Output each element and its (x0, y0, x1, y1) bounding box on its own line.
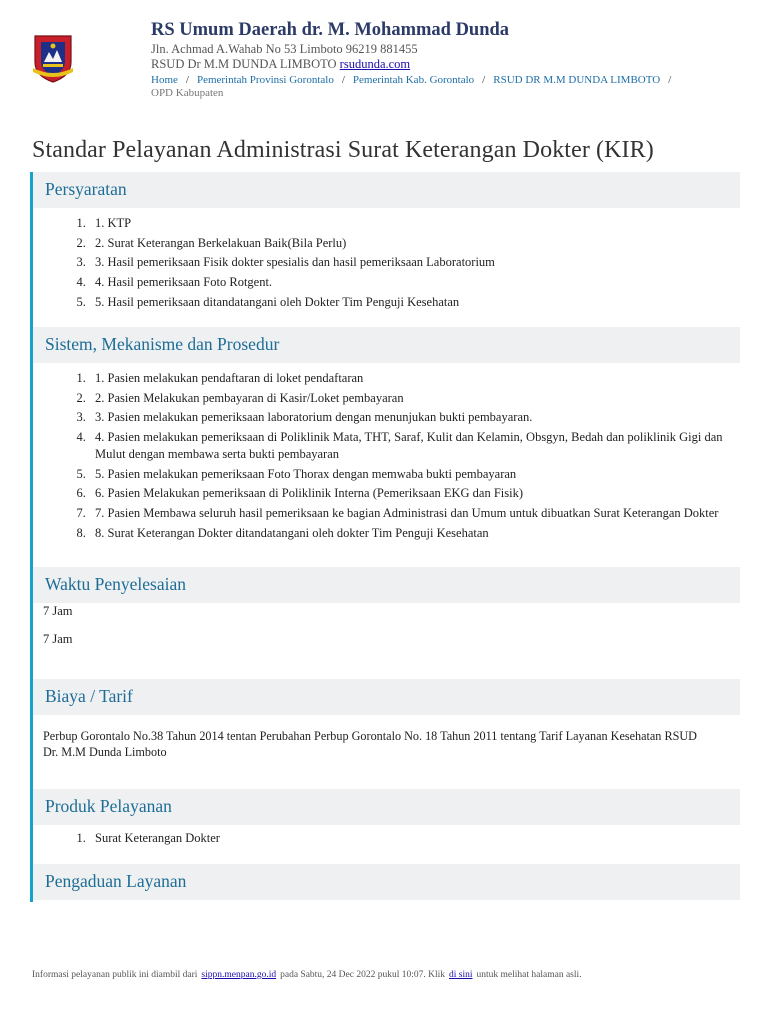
breadcrumb-home[interactable]: Home (151, 74, 178, 86)
biaya-text: Perbup Gorontalo No.38 Tahun 2014 tentan Perubahan Perbup Gorontalo No. 18 Tahun 2011 tentang Tarif Layanan Kesehatan RSUD Dr. M.M Dunda Limboto (43, 729, 697, 759)
footer-prefix: Informasi pelayanan publik ini diambil dari (32, 970, 198, 980)
page-title: Standar Pelayanan Administrasi Surat Keterangan Dokter (KIR) (32, 137, 654, 163)
site-header (151, 18, 751, 100)
breadcrumb-separator: / (668, 74, 672, 86)
list-item: 3. 3. Hasil pemeriksaan Fisik dokter spesialis dan hasil pemeriksaan Laboratorium (89, 254, 740, 271)
breadcrumb-separator: / (185, 74, 189, 86)
section-body-persyaratan (33, 208, 740, 327)
footer-note (32, 968, 752, 982)
breadcrumb-rsud[interactable]: RSUD DR M.M DUNDA LIMBOTO (493, 74, 661, 86)
list-item: 4. 4. Pasien melakukan pemeriksaan di Poliklinik Mata, THT, Saraf, Kulit dan Kelamin, Obsgyn, Bedah dan poliklinik Gigi dan Mulut dengan membawa serta bukti pembayaran (89, 429, 740, 463)
website-link[interactable]: rsudunda.com (339, 57, 411, 71)
persyaratan-list (43, 215, 740, 311)
list-item: 3. 3. Pasien melakukan pemeriksaan laboratorium dengan menunjukan bukti pembayaran. (89, 409, 740, 426)
section-body-prosedur (33, 363, 740, 567)
breadcrumb-kabupaten[interactable]: Pemerintah Kab. Gorontalo (352, 74, 475, 86)
section-body-biaya (33, 715, 740, 789)
list-item: 5. 5. Hasil pemeriksaan ditandatangani oleh Dokter Tim Penguji Kesehatan (89, 294, 740, 311)
prosedur-list (43, 370, 740, 542)
section-body-produk (33, 825, 740, 864)
footer-middle: pada Sabtu, 24 Dec 2022 pukul 10:07. Klik (280, 970, 446, 980)
section-heading-pengaduan: Pengaduan Layanan (33, 864, 740, 900)
section-heading-waktu: Waktu Penyelesaian (33, 567, 740, 603)
section-heading-persyaratan: Persyaratan (33, 172, 740, 208)
section-heading-biaya: Biaya / Tarif (33, 679, 740, 715)
list-item: 7. 7. Pasien Membawa seluruh hasil pemeriksaan ke bagian Administrasi dan Umum untuk dibuatkan Surat Keterangan Dokter (89, 505, 740, 522)
list-item: 1. 1. KTP (89, 215, 740, 232)
list-item: 1. 1. Pasien melakukan pendaftaran di loket pendaftaran (89, 370, 740, 387)
list-item: 4. 4. Hasil pemeriksaan Foto Rotgent. (89, 274, 740, 291)
service-content (30, 172, 740, 902)
list-item: 5. 5. Pasien melakukan pemeriksaan Foto Thorax dengan memwaba bukti pembayaran (89, 466, 740, 483)
waktu-line: 7 Jam (43, 604, 73, 618)
list-item: 2. 2. Pasien Melakukan pembayaran di Kasir/Loket pembayaran (89, 390, 740, 407)
breadcrumb-provinsi[interactable]: Pemerintah Provinsi Gorontalo (196, 74, 334, 86)
breadcrumb-separator: / (341, 74, 345, 86)
produk-list (43, 830, 740, 847)
address: Jln. Achmad A.Wahab No 53 Limboto 96219 881455 (151, 42, 418, 56)
list-item: 2. 2. Surat Keterangan Berkelakuan Baik(Bila Perlu) (89, 235, 740, 252)
original-page-link[interactable]: di sini (449, 970, 473, 980)
section-body-waktu (33, 603, 740, 679)
footer-suffix: untuk melihat halaman asli. (476, 970, 582, 980)
waktu-line: 7 Jam (43, 632, 73, 646)
website-line (151, 57, 751, 72)
breadcrumb-opd: OPD Kabupaten (151, 87, 224, 99)
website-prefix: RSUD Dr M.M DUNDA LIMBOTO (151, 57, 337, 71)
hospital-logo (32, 32, 74, 84)
list-item: 6. 6. Pasien Melakukan pemeriksaan di Poliklinik Interna (Pemeriksaan EKG dan Fisik) (89, 485, 740, 502)
hospital-name: RS Umum Daerah dr. M. Mohammad Dunda (151, 20, 510, 40)
breadcrumb-separator: / (482, 74, 486, 86)
list-item: 1. Surat Keterangan Dokter (89, 830, 740, 847)
breadcrumb (151, 74, 751, 100)
list-item: 8. 8. Surat Keterangan Dokter ditandatangani oleh dokter Tim Penguji Kesehatan (89, 525, 740, 542)
section-heading-produk: Produk Pelayanan (33, 789, 740, 825)
source-link[interactable]: sippn.menpan.go.id (201, 970, 277, 980)
section-heading-prosedur: Sistem, Mekanisme dan Prosedur (33, 327, 740, 363)
